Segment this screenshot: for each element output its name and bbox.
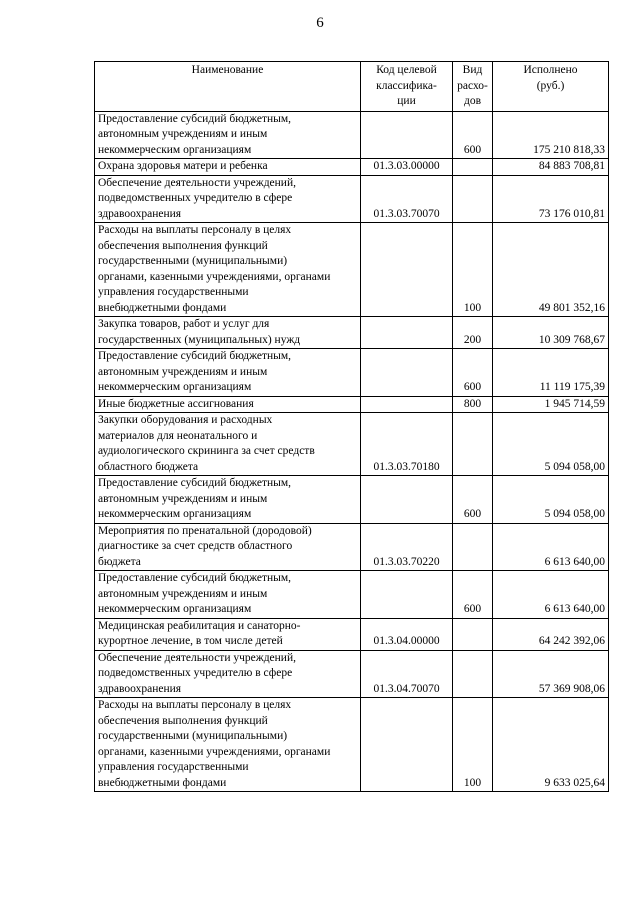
row-sum: 10 309 768,67 (493, 317, 609, 349)
row-kind (453, 159, 493, 176)
table-body (95, 111, 609, 792)
expenditure-table (94, 61, 609, 792)
row-name: Предоставление субсидий бюджетным, автономным учреждениям и иным некоммерческим организациям (95, 349, 361, 397)
page-number: 6 (316, 15, 324, 31)
row-kind: 600 (453, 571, 493, 619)
row-code (361, 223, 453, 317)
row-code: 01.3.03.00000 (361, 159, 453, 176)
row-name: Предоставление субсидий бюджетным, автономным учреждениям и иным некоммерческим организациям (95, 571, 361, 619)
row-sum: 84 883 708,81 (493, 159, 609, 176)
row-code (361, 349, 453, 397)
row-code: 01.3.03.70180 (361, 413, 453, 476)
row-kind: 600 (453, 476, 493, 524)
row-code (361, 396, 453, 413)
row-kind: 800 (453, 396, 493, 413)
table-row (95, 413, 609, 476)
table-row (95, 111, 609, 159)
row-name: Мероприятия по пренатальной (дородовой) диагностике за счет средств областного бюджета (95, 523, 361, 571)
row-kind: 600 (453, 111, 493, 159)
table-row (95, 698, 609, 792)
table-row (95, 618, 609, 650)
row-code: 01.3.03.70220 (361, 523, 453, 571)
header-code: Код целевой классифика- ции (361, 62, 453, 112)
row-name: Расходы на выплаты персоналу в целях обеспечения выполнения функций государственными (муниципальными) органами, казенными учреждениями, органами управления государственными внебюджетными фондами (95, 698, 361, 792)
row-name: Обеспечение деятельности учреждений, подведомственных учредителю в сфере здравоохранения (95, 175, 361, 223)
row-code: 01.3.04.70070 (361, 650, 453, 698)
table-row (95, 571, 609, 619)
row-code: 01.3.04.00000 (361, 618, 453, 650)
row-sum: 175 210 818,33 (493, 111, 609, 159)
row-sum: 6 613 640,00 (493, 523, 609, 571)
row-name: Охрана здоровья матери и ребенка (95, 159, 361, 176)
row-name: Медицинская реабилитация и санаторно- курортное лечение, в том числе детей (95, 618, 361, 650)
header-kind: Вид расхо- дов (453, 62, 493, 112)
row-code (361, 476, 453, 524)
row-kind: 100 (453, 698, 493, 792)
header-sum: Исполнено (руб.) (493, 62, 609, 112)
row-sum: 9 633 025,64 (493, 698, 609, 792)
row-sum: 57 369 908,06 (493, 650, 609, 698)
row-kind (453, 175, 493, 223)
table-row (95, 317, 609, 349)
row-code (361, 317, 453, 349)
row-kind (453, 650, 493, 698)
row-name: Иные бюджетные ассигнования (95, 396, 361, 413)
row-name: Закупка товаров, работ и услуг для государственных (муниципальных) нужд (95, 317, 361, 349)
table-row (95, 175, 609, 223)
row-kind (453, 523, 493, 571)
row-sum: 49 801 352,16 (493, 223, 609, 317)
row-sum: 1 945 714,59 (493, 396, 609, 413)
row-code (361, 571, 453, 619)
table-row (95, 159, 609, 176)
row-sum: 6 613 640,00 (493, 571, 609, 619)
table-row (95, 523, 609, 571)
row-kind (453, 618, 493, 650)
row-kind (453, 413, 493, 476)
row-name: Обеспечение деятельности учреждений, подведомственных учредителю в сфере здравоохранения (95, 650, 361, 698)
row-code (361, 111, 453, 159)
row-name: Закупки оборудования и расходных материалов для неонатального и аудиологического скрининга за счет средств областного бюджета (95, 413, 361, 476)
table-row (95, 349, 609, 397)
header-name: Наименование (95, 62, 361, 112)
table-header-row (95, 62, 609, 112)
row-sum: 5 094 058,00 (493, 476, 609, 524)
row-name: Расходы на выплаты персоналу в целях обеспечения выполнения функций государственными (муниципальными) органами, казенными учреждениями, органами управления государственными внебюджетными фондами (95, 223, 361, 317)
row-code: 01.3.03.70070 (361, 175, 453, 223)
row-code (361, 698, 453, 792)
row-name: Предоставление субсидий бюджетным, автономным учреждениям и иным некоммерческим организациям (95, 476, 361, 524)
row-name: Предоставление субсидий бюджетным, автономным учреждениям и иным некоммерческим организациям (95, 111, 361, 159)
row-kind: 600 (453, 349, 493, 397)
row-sum: 11 119 175,39 (493, 349, 609, 397)
row-sum: 5 094 058,00 (493, 413, 609, 476)
row-kind: 200 (453, 317, 493, 349)
table-row (95, 223, 609, 317)
table-row (95, 650, 609, 698)
row-sum: 73 176 010,81 (493, 175, 609, 223)
row-sum: 64 242 392,06 (493, 618, 609, 650)
table-row (95, 396, 609, 413)
row-kind: 100 (453, 223, 493, 317)
table-row (95, 476, 609, 524)
